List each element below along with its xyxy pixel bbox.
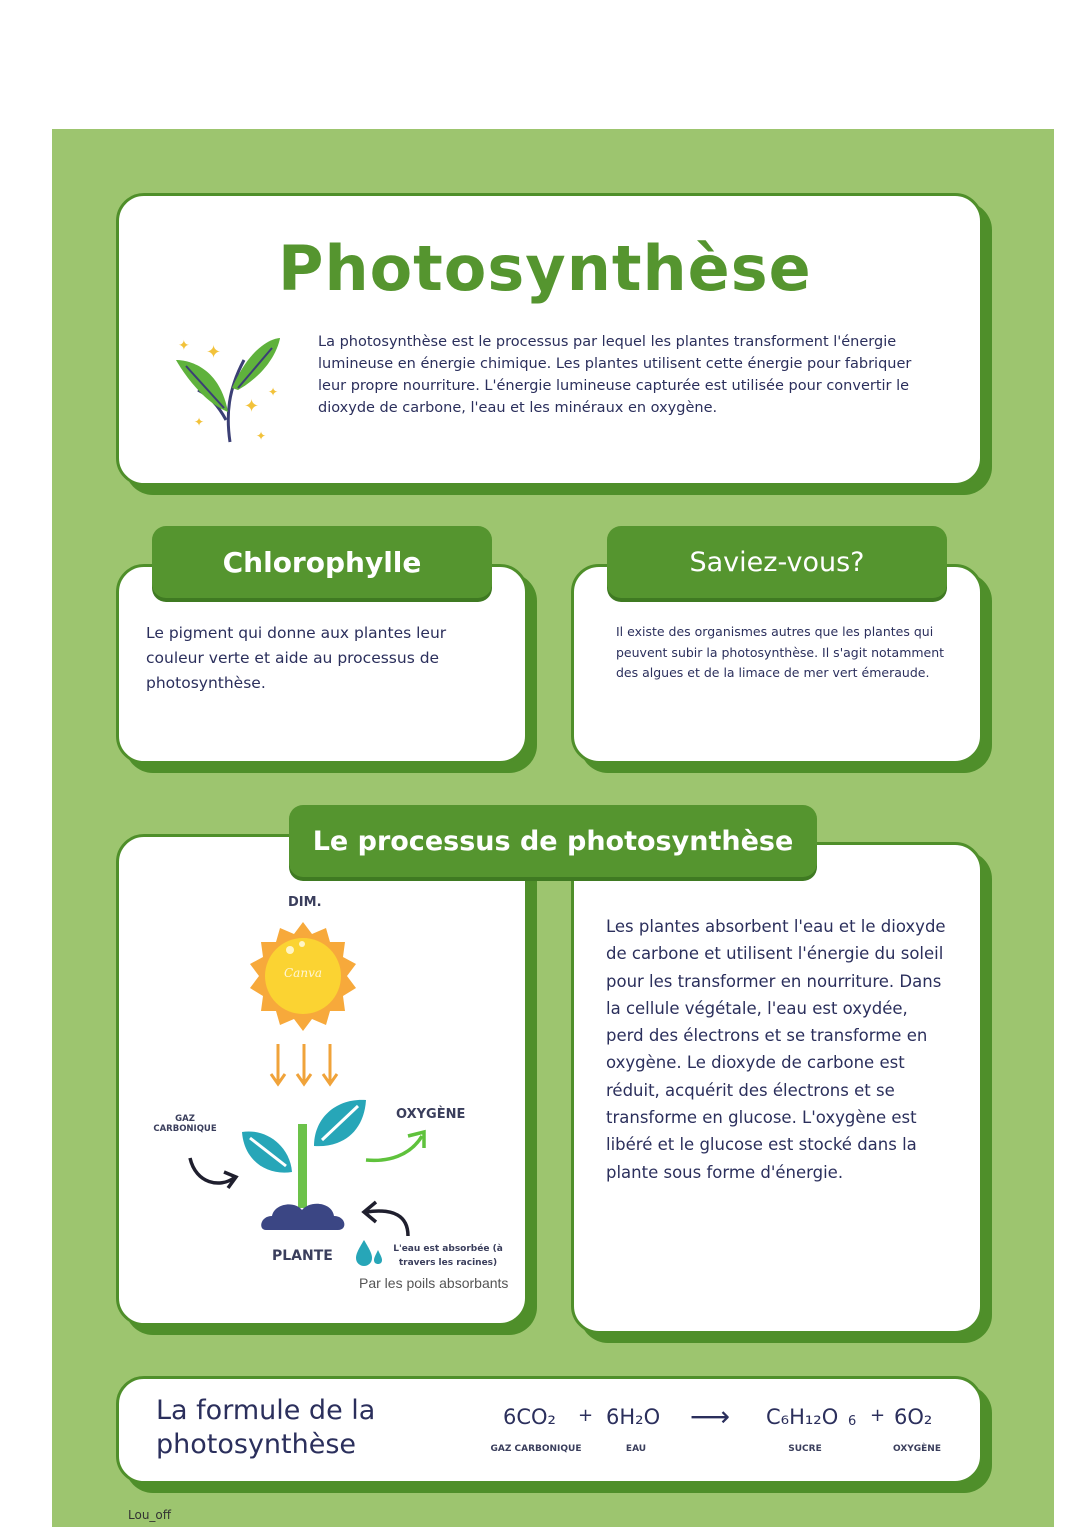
saviez-vous-heading: Saviez-vous? (607, 526, 947, 598)
formula-arrow: ⟶ (690, 1400, 731, 1433)
sunlight-arrows-icon (266, 1040, 342, 1090)
water-drops-icon (352, 1238, 386, 1270)
chlorophylle-heading: Chlorophylle (152, 526, 492, 598)
formula-glucose: C₆H₁₂O (766, 1405, 839, 1429)
svg-text:✦: ✦ (178, 338, 190, 354)
chlorophylle-text: Le pigment qui donne aux plantes leur couleur verte et aide au processus de photosynthèse. (146, 624, 447, 692)
svg-text:✦: ✦ (194, 415, 205, 429)
plant-label: PLANTE (272, 1248, 333, 1264)
formula-h2o: 6H₂O (606, 1405, 661, 1429)
sun-watermark: Canva (284, 966, 322, 980)
page-title: Photosynthèse (278, 232, 812, 305)
formula-label-h2o: EAU (625, 1444, 647, 1454)
plant-sparkle-icon (168, 330, 288, 450)
process-text: Les plantes absorbent l'eau et le dioxyde de carbone et utilisent l'énergie du soleil pour les transformer en nourriture. Dans la cellule végétale, l'eau est oxydée, perd des électrons et se transforme en oxygène. Le dioxyde de carbone est réduit, acquérit des électrons et se transforme en glucose. L'oxygène est libéré et le glucose est stocké dans la plante sous forme d'énergie. (606, 917, 946, 1182)
formula-label-sucre: SUCRE (788, 1444, 822, 1454)
svg-text:✦: ✦ (244, 396, 260, 417)
saviez-vous-text: Il existe des organismes autres que les plantes qui peuvent subir la photosynthèse. Il s'agit notamment des algues et de la limace de mer vert émeraude. (616, 624, 945, 680)
svg-text:✦: ✦ (268, 385, 279, 399)
co2-diagram-label: GAZ CARBONIQUE (153, 1114, 217, 1134)
formula-label-co2: GAZ CARBONIQUE (490, 1444, 582, 1454)
oxygen-diagram-label: OXYGÈNE (396, 1107, 466, 1122)
sun-label: DIM. (288, 895, 322, 910)
svg-text:✦: ✦ (206, 342, 222, 363)
process-heading: Le processus de photosynthèse (289, 805, 817, 877)
formula-label-o2: OXYGÈNE (892, 1444, 941, 1454)
formula-heading-line1: La formule de la (156, 1395, 376, 1426)
co2-arrow-icon (186, 1150, 242, 1192)
signature: Lou_off (128, 1508, 172, 1522)
plant-icon (236, 1094, 376, 1236)
svg-text:✦: ✦ (256, 429, 267, 443)
formula-o2: 6O₂ (894, 1405, 933, 1429)
formula-plus-2: + (870, 1405, 886, 1426)
formula-heading-line2: photosynthèse (156, 1429, 357, 1460)
water-arrow-icon (356, 1198, 418, 1240)
formula-plus-1: + (578, 1405, 594, 1426)
handwritten-note: Par les poils absorbants (359, 1275, 509, 1291)
water-diagram-label: L'eau est absorbée (à travers les racines) (393, 1244, 503, 1268)
formula-glucose-subscript: 6 (848, 1414, 857, 1429)
formula-co2: 6CO₂ (503, 1405, 556, 1429)
intro-paragraph: La photosynthèse est le processus par lequel les plantes transforment l'énergie lumineuse en énergie chimique. Les plantes utilisent cette énergie pour fabriquer leur propre nourriture. L'énergie lumineuse capturée est utilisée pour convertir le dioxyde de carbone, l'eau et les minéraux en oxygène. (318, 334, 912, 416)
